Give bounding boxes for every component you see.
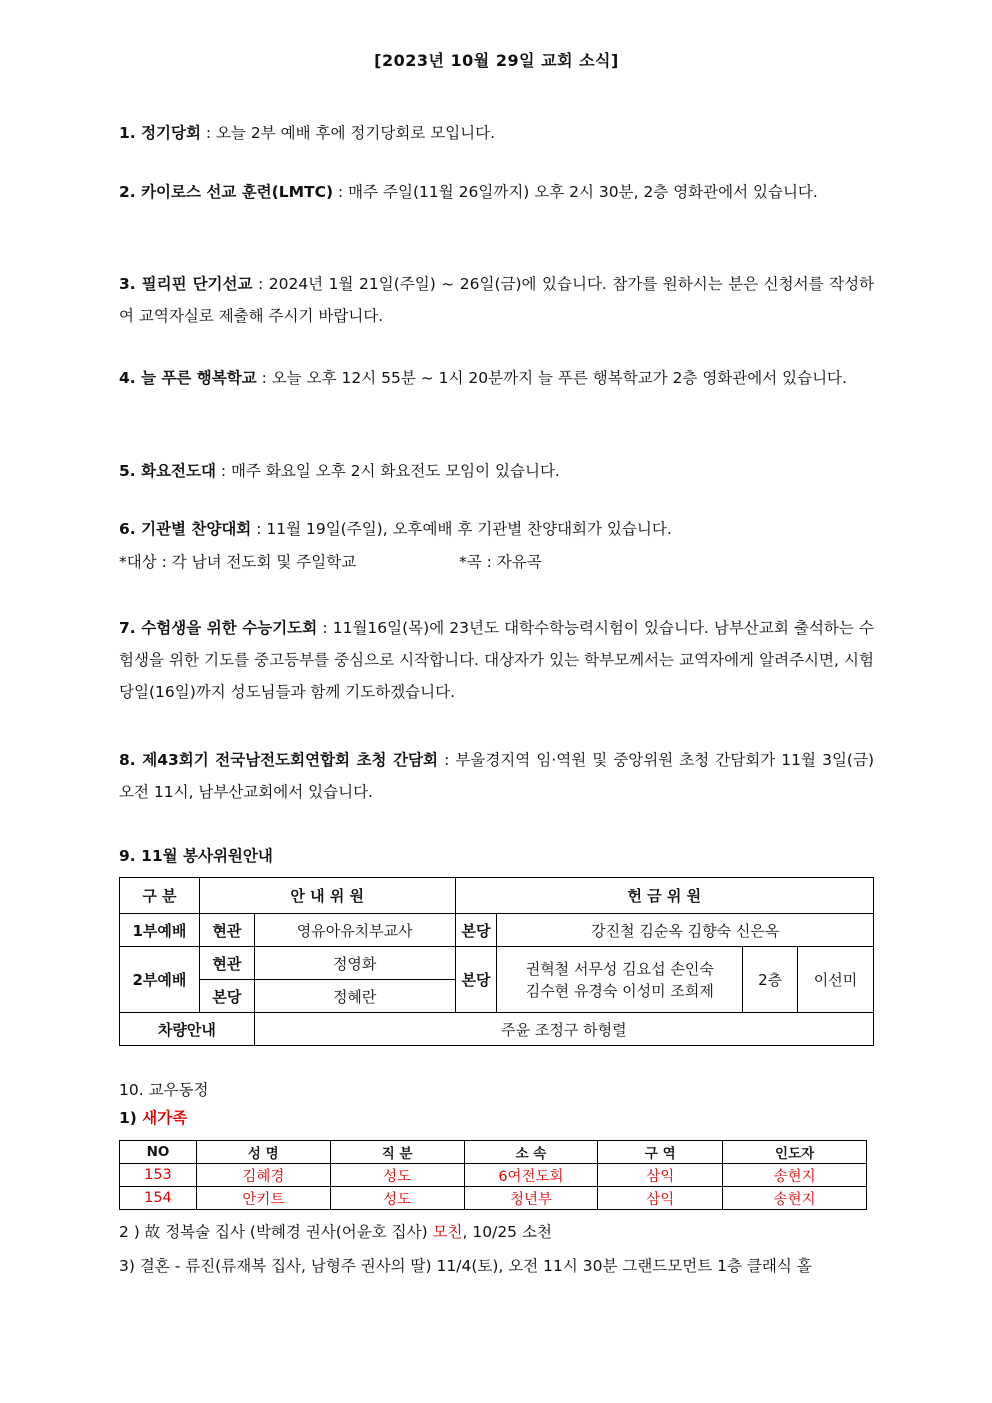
- notice-body: 2024년 1월 21일(주일) ~ 26일(금)에 있습니다. 참가를 원하시는 분은 신청서를 작성하여 교역자실로 제출해 주시기 바랍니다.: [119, 275, 875, 325]
- notice-body: 매주 주일(11월 26일까지) 오후 2시 30분, 2층 영화관에서 있습니다.: [348, 183, 818, 201]
- usher-names: 정영화: [254, 947, 455, 980]
- col-guide: 인도자: [723, 1141, 867, 1164]
- header-offering: 헌 금 위 원: [455, 878, 873, 914]
- notice-body: 오늘 2부 예배 후에 정기당회로 모입니다.: [216, 124, 496, 142]
- offering-names: 강진철 김순옥 김향숙 신은옥: [497, 914, 874, 947]
- item6-target-note: *대상 : 각 남녀 전도회 및 주일학교: [119, 553, 357, 571]
- notice-head: 5. 화요전도대: [119, 462, 216, 480]
- usher-place: 현관: [199, 914, 254, 947]
- notice-head: 6. 기관별 찬양대회: [119, 520, 252, 538]
- volunteer-table: [119, 877, 874, 1046]
- col-title: 직 분: [330, 1141, 464, 1164]
- notice-body: 부울경지역 임·역원 및 중앙위원 초청 간담회가 11월 3일(금) 오전 11시, 남부산교회에서 있습니다.: [119, 751, 874, 801]
- notice-item-6: 6. 기관별 찬양대회 : 11월 19일(주일), 오후예배 후 기관별 찬양대회가 있습니다.: [119, 520, 672, 538]
- page-title: [2023년 10월 29일 교회 소식]: [374, 51, 619, 70]
- col-district: 구 역: [598, 1141, 723, 1164]
- new-family-table: [119, 1140, 867, 1210]
- new-family-heading: 1) 새가족: [119, 1109, 188, 1127]
- col-no: NO: [120, 1141, 197, 1164]
- notice-body: 11월16일(목)에 23년도 대학수학능력시험이 있습니다. 남부산교회 출석하는 수험생을 위한 기도를 중고등부를 중심으로 시작합니다. 대상자가 있는 학부모께서는 교역자에게 알려주시면, 시험당일(16일)까지 성도님들과 함께 기도하겠습니다.: [119, 619, 874, 701]
- notice-body: 오늘 오후 12시 55분 ~ 1시 20분까지 늘 푸른 행복학교가 2층 영화관에서 있습니다.: [271, 369, 847, 387]
- item6-song-note: *곡 : 자유곡: [459, 553, 542, 571]
- notice-body: 매주 화요일 오후 2시 화요전도 모임이 있습니다.: [231, 462, 560, 480]
- notice-item-2: 2. 카이로스 선교 훈련(LMTC) : 매주 주일(11월 26일까지) 오후 2시 30분, 2층 영화관에서 있습니다.: [119, 183, 818, 201]
- row-service-1: 1부예배: [120, 914, 200, 947]
- section10-title: 10. 교우동정: [119, 1081, 209, 1099]
- notice-item-7: 7. 수험생을 위한 수능기도회 : 11월16일(목)에 23년도 대학수학능력시험이 있습니다. 남부산교회 출석하는 수험생을 위한 기도를 중고등부를 중심으로 시작합니다. 대상자가 있는 학부모께서는 교역자에게 알려주시면, 시험당일(16일)까지 성도님들과 함께 기도하겠습니다.: [119, 619, 874, 701]
- notice-head: 2. 카이로스 선교 훈련(LMTC): [119, 183, 334, 201]
- col-group: 소 속: [464, 1141, 598, 1164]
- usher-place: 본당: [199, 980, 254, 1013]
- condolence-line: 2 ) 故 정복술 집사 (박혜경 권사(어윤호 집사) 모친, 10/25 소천: [119, 1223, 552, 1241]
- offering-names: 권혁철 서무성 김요섭 손인숙 김수현 유경숙 이성미 조희제: [497, 947, 743, 1013]
- table-row: 153 김혜경 성도 6여전도회 삼익 송현지: [120, 1164, 867, 1187]
- notice-body: 11월 19일(주일), 오후예배 후 기관별 찬양대회가 있습니다.: [266, 520, 672, 538]
- usher-place: 현관: [199, 947, 254, 980]
- notice-head: 8. 제43회기 전국남전도회연합회 초청 간담회: [119, 751, 438, 769]
- notice-head: 4. 늘 푸른 행복학교: [119, 369, 257, 387]
- table-row: 154 안키트 성도 청년부 삼익 송현지: [120, 1187, 867, 1210]
- header-ushers: 안 내 위 원: [199, 878, 455, 914]
- notice-item-5: 5. 화요전도대 : 매주 화요일 오후 2시 화요전도 모임이 있습니다.: [119, 462, 560, 480]
- notice-head: 3. 필리핀 단기선교: [119, 275, 253, 293]
- notice-item-3: 3. 필리핀 단기선교 : 2024년 1월 21일(주일) ~ 26일(금)에 있습니다. 참가를 원하시는 분은 신청서를 작성하여 교역자실로 제출해 주시기 바랍니다.: [119, 275, 875, 325]
- notice-head: 7. 수험생을 위한 수능기도회: [119, 619, 318, 637]
- vehicle-names: 주윤 조정구 하형렬: [254, 1013, 873, 1046]
- col-name: 성 명: [196, 1141, 330, 1164]
- notice-item-8: 8. 제43회기 전국남전도회연합회 초청 간담회 : 부울경지역 임·역원 및 중앙위원 초청 간담회가 11월 3일(금) 오전 11시, 남부산교회에서 있습니다.: [119, 751, 874, 801]
- row-service-2: 2부예배: [120, 947, 200, 1013]
- vehicle-label: 차량안내: [120, 1013, 255, 1046]
- offering-place: 본당: [455, 914, 497, 947]
- offering-floor-name: 이선미: [798, 947, 874, 1013]
- offering-floor: 2층: [743, 947, 798, 1013]
- notice-head: 1. 정기당회: [119, 124, 201, 142]
- usher-names: 영유아유치부교사: [254, 914, 455, 947]
- wedding-line: 3) 결혼 - 류진(류재복 집사, 남형주 권사의 딸) 11/4(토), 오전 11시 30분 그랜드모먼트 1층 클래식 홀: [119, 1257, 812, 1275]
- notice-item-4: 4. 늘 푸른 행복학교 : 오늘 오후 12시 55분 ~ 1시 20분까지 늘 푸른 행복학교가 2층 영화관에서 있습니다.: [119, 369, 847, 387]
- header-category: 구 분: [120, 878, 200, 914]
- notice-item-1: 1. 정기당회 : 오늘 2부 예배 후에 정기당회로 모입니다.: [119, 124, 496, 142]
- offering-place: 본당: [455, 947, 497, 1013]
- section9-title: 9. 11월 봉사위원안내: [119, 847, 273, 865]
- usher-names: 정혜란: [254, 980, 455, 1013]
